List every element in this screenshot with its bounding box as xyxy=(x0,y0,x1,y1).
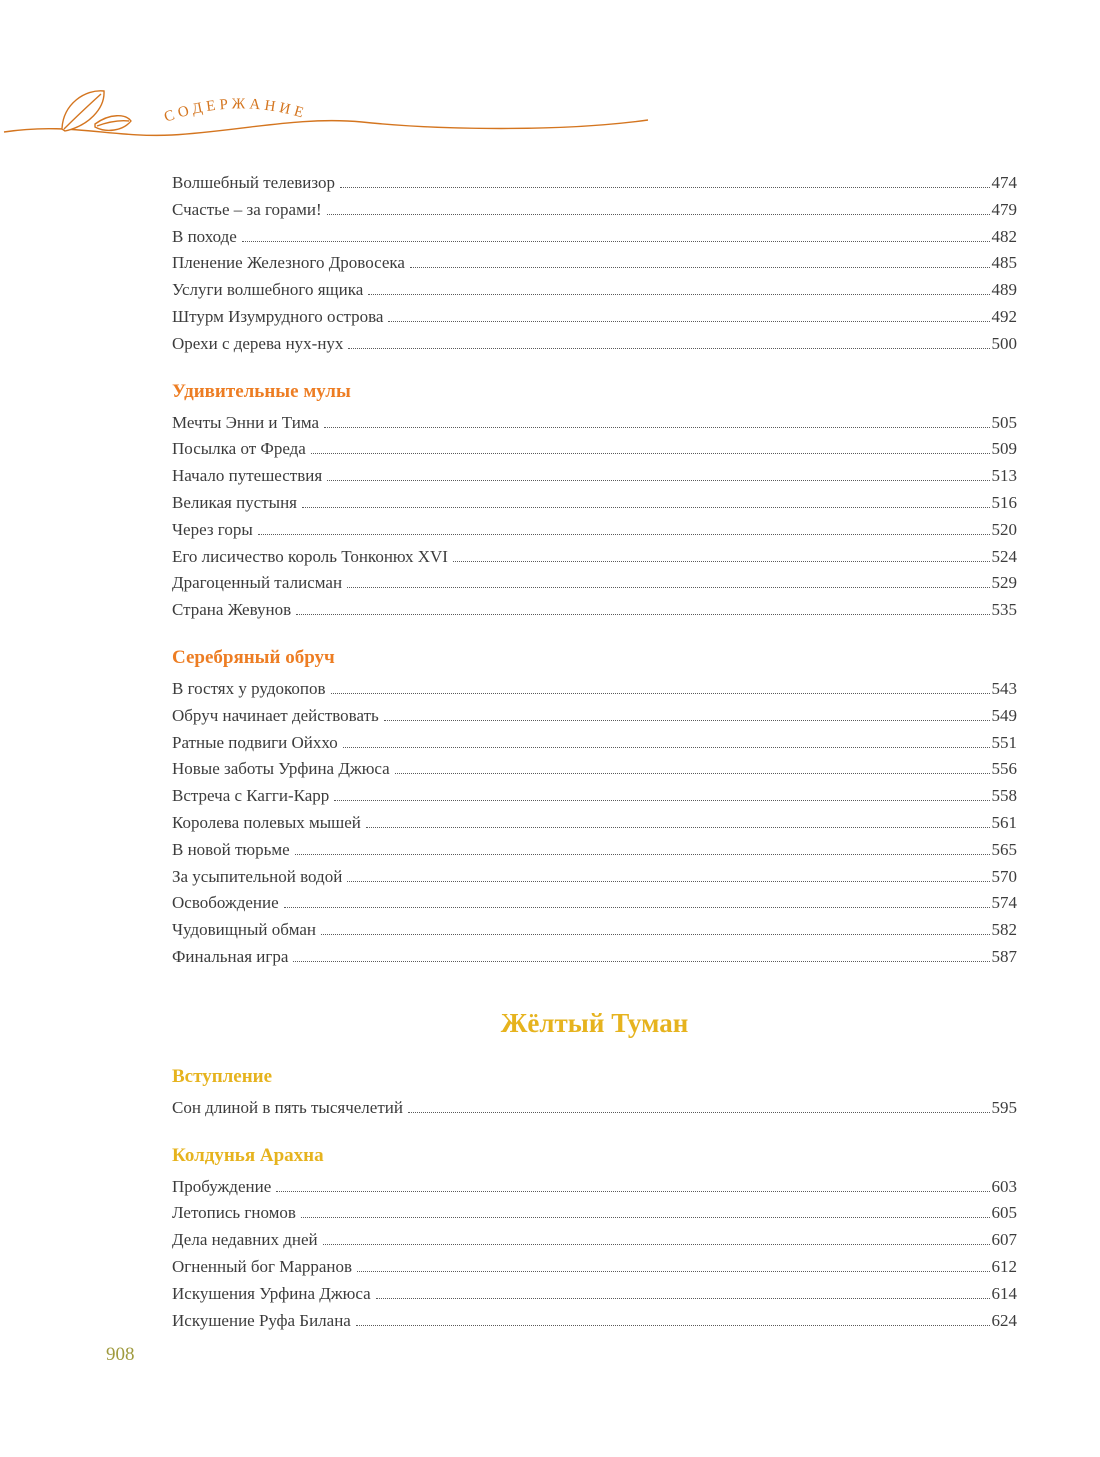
contents-running-head: СОДЕРЖАНИЕ xyxy=(162,96,310,126)
toc-entry xyxy=(172,944,1017,971)
toc-entry-page: 558 xyxy=(991,786,1017,806)
toc-entry-title: Начало путешествия xyxy=(172,466,323,486)
section-heading: Удивительные мулы xyxy=(172,380,351,402)
toc-entry-page: 524 xyxy=(991,546,1017,566)
toc-entry xyxy=(172,410,1017,437)
dotted-leader xyxy=(453,561,990,562)
toc-entry-page: 624 xyxy=(991,1310,1017,1330)
toc-entry-page: 489 xyxy=(991,280,1017,300)
toc-entry xyxy=(172,436,1017,463)
toc-entry xyxy=(172,224,1017,251)
toc-entry-page: 551 xyxy=(991,732,1017,752)
toc-entry xyxy=(172,756,1017,783)
dotted-leader xyxy=(321,934,990,935)
toc-entry-title: Финальная игра xyxy=(172,946,289,966)
dotted-leader xyxy=(323,1244,990,1245)
dotted-leader xyxy=(408,1112,990,1113)
toc-entry-title: Сон длиной в пять тысячелетий xyxy=(172,1097,403,1117)
toc-entry xyxy=(172,676,1017,703)
dotted-leader xyxy=(340,187,990,188)
dotted-leader xyxy=(366,827,990,828)
toc-entry-page: 529 xyxy=(991,573,1017,593)
part-title: Жёлтый Туман xyxy=(500,1007,689,1038)
toc-entry xyxy=(172,730,1017,757)
toc-entry xyxy=(172,197,1017,224)
toc-entry-title: Услуги волшебного ящика xyxy=(172,280,364,300)
section-heading: Колдунья Арахна xyxy=(172,1144,324,1166)
toc-entry xyxy=(172,170,1017,197)
toc-entry-page: 520 xyxy=(991,519,1017,539)
toc-entry xyxy=(172,1227,1017,1254)
dotted-leader xyxy=(347,881,989,882)
toc-entry-page: 513 xyxy=(991,466,1017,486)
toc-entry-page: 605 xyxy=(991,1203,1017,1223)
dotted-leader xyxy=(343,747,990,748)
toc-entry xyxy=(172,890,1017,917)
table-of-contents xyxy=(172,170,1017,1334)
toc-entry-title: Огненный бог Марранов xyxy=(172,1256,353,1276)
toc-entry-page: 474 xyxy=(991,173,1017,192)
toc-entry-title: Мечты Энни и Тима xyxy=(172,412,320,432)
toc-entry-title: Ратные подвиги Ойххо xyxy=(172,732,338,752)
toc-entry xyxy=(172,544,1017,571)
toc-entry xyxy=(172,783,1017,810)
toc-entry-title: Счастье – за горами! xyxy=(172,199,322,219)
toc-entry-page: 505 xyxy=(991,412,1017,432)
toc-entry-page: 582 xyxy=(991,920,1017,940)
toc-entry-title: Чудовищный обман xyxy=(172,920,316,940)
dotted-leader xyxy=(302,507,990,508)
toc-entry-page: 482 xyxy=(991,226,1017,246)
toc-entry-page: 516 xyxy=(991,492,1017,512)
dotted-leader xyxy=(410,267,990,268)
dotted-leader xyxy=(388,321,989,322)
dotted-leader xyxy=(384,720,990,721)
toc-entry-title: За усыпительной водой xyxy=(172,866,343,886)
toc-entry-title: Дела недавних дней xyxy=(172,1230,318,1250)
toc-entry-title: Страна Жевунов xyxy=(172,600,292,620)
toc-entry xyxy=(172,1174,1017,1201)
toc-entry-page: 612 xyxy=(991,1256,1017,1276)
dotted-leader xyxy=(395,773,990,774)
toc-entry-page: 543 xyxy=(991,678,1017,698)
toc-entry-page: 574 xyxy=(991,893,1017,913)
toc-entry-title: Через горы xyxy=(172,519,253,539)
toc-entry-title: Королева полевых мышей xyxy=(172,812,361,832)
dotted-leader xyxy=(293,961,989,962)
toc-entry-title: Великая пустыня xyxy=(172,492,297,512)
toc-entry-page: 561 xyxy=(991,812,1017,832)
dotted-leader xyxy=(376,1298,990,1299)
toc-entry-title: Пленение Железного Дровосека xyxy=(172,253,405,273)
toc-entry-page: 614 xyxy=(991,1283,1017,1303)
toc-entry xyxy=(172,810,1017,837)
dotted-leader xyxy=(327,214,990,215)
toc-entry xyxy=(172,463,1017,490)
toc-entry-page: 492 xyxy=(991,306,1017,326)
toc-entry-title: Штурм Изумрудного острова xyxy=(172,306,384,326)
toc-entry-title: Новые заботы Урфина Джюса xyxy=(172,759,390,779)
section-heading: Вступление xyxy=(172,1065,273,1087)
toc-entry-page: 565 xyxy=(991,839,1017,859)
dotted-leader xyxy=(327,480,989,481)
toc-entry-page: 595 xyxy=(991,1097,1017,1117)
section-heading: Серебряный обруч xyxy=(172,646,335,668)
toc-entry-title: В походе xyxy=(172,226,237,246)
toc-entry xyxy=(172,250,1017,277)
toc-entry xyxy=(172,1200,1017,1227)
dotted-leader xyxy=(334,800,989,801)
toc-entry-page: 535 xyxy=(991,600,1017,620)
dotted-leader xyxy=(301,1217,990,1218)
toc-entry xyxy=(172,597,1017,624)
toc-entry-title: Волшебный телевизор xyxy=(172,173,335,192)
toc-entry-title: Посылка от Фреда xyxy=(172,439,306,459)
toc-entry-title: Встреча с Кагги-Карр xyxy=(172,786,330,806)
toc-entry-page: 607 xyxy=(991,1230,1017,1250)
dotted-leader xyxy=(284,907,990,908)
dotted-leader xyxy=(311,453,990,454)
toc-entry xyxy=(172,277,1017,304)
dotted-leader xyxy=(331,693,990,694)
toc-entry-page: 509 xyxy=(991,439,1017,459)
toc-entry-page: 587 xyxy=(991,946,1017,966)
dotted-leader xyxy=(368,294,989,295)
toc-entry-title: Освобождение xyxy=(172,893,279,913)
toc-entry xyxy=(172,837,1017,864)
dotted-leader xyxy=(357,1271,989,1272)
toc-entry xyxy=(172,917,1017,944)
toc-entry xyxy=(172,864,1017,891)
toc-entry xyxy=(172,304,1017,331)
dotted-leader xyxy=(356,1325,990,1326)
leaf-icon xyxy=(62,91,131,131)
toc-entry xyxy=(172,1254,1017,1281)
toc-entry-page: 500 xyxy=(991,333,1017,353)
dotted-leader xyxy=(324,427,989,428)
toc-entry-title: Летопись гномов xyxy=(172,1203,296,1223)
toc-entry xyxy=(172,703,1017,730)
toc-entry xyxy=(172,1308,1017,1335)
toc-entry-title: В гостях у рудокопов xyxy=(172,678,326,698)
dotted-leader xyxy=(295,854,990,855)
toc-entry-page: 479 xyxy=(991,199,1017,219)
dotted-leader xyxy=(258,534,990,535)
toc-entry xyxy=(172,331,1017,358)
toc-entry-title: Орехи с дерева нух-нух xyxy=(172,333,344,353)
header-ornament xyxy=(0,82,680,162)
dotted-leader xyxy=(242,241,990,242)
toc-entry-title: Пробуждение xyxy=(172,1176,272,1196)
folio-page-number: 908 xyxy=(106,1344,135,1365)
dotted-leader xyxy=(347,587,989,588)
dotted-leader xyxy=(348,348,989,349)
dotted-leader xyxy=(276,1191,989,1192)
toc-entry xyxy=(172,570,1017,597)
toc-entry-page: 603 xyxy=(991,1176,1017,1196)
toc-entry-title: Его лисичество король Тонконюх XVI xyxy=(172,546,448,566)
toc-entry xyxy=(172,490,1017,517)
toc-entry xyxy=(172,517,1017,544)
toc-entry-title: Искушение Руфа Билана xyxy=(172,1310,351,1330)
toc-entry-page: 556 xyxy=(991,759,1017,779)
dotted-leader xyxy=(296,614,989,615)
toc-entry-title: Обруч начинает действовать xyxy=(172,705,379,725)
toc-entry-page: 549 xyxy=(991,705,1017,725)
toc-entry-title: Драгоценный талисман xyxy=(172,573,343,593)
toc-entry-title: В новой тюрьме xyxy=(172,839,290,859)
toc-entry-title: Искушения Урфина Джюса xyxy=(172,1283,371,1303)
toc-entry-page: 570 xyxy=(991,866,1017,886)
toc-entry xyxy=(172,1095,1017,1122)
toc-entry-page: 485 xyxy=(991,253,1017,273)
toc-entry xyxy=(172,1281,1017,1308)
